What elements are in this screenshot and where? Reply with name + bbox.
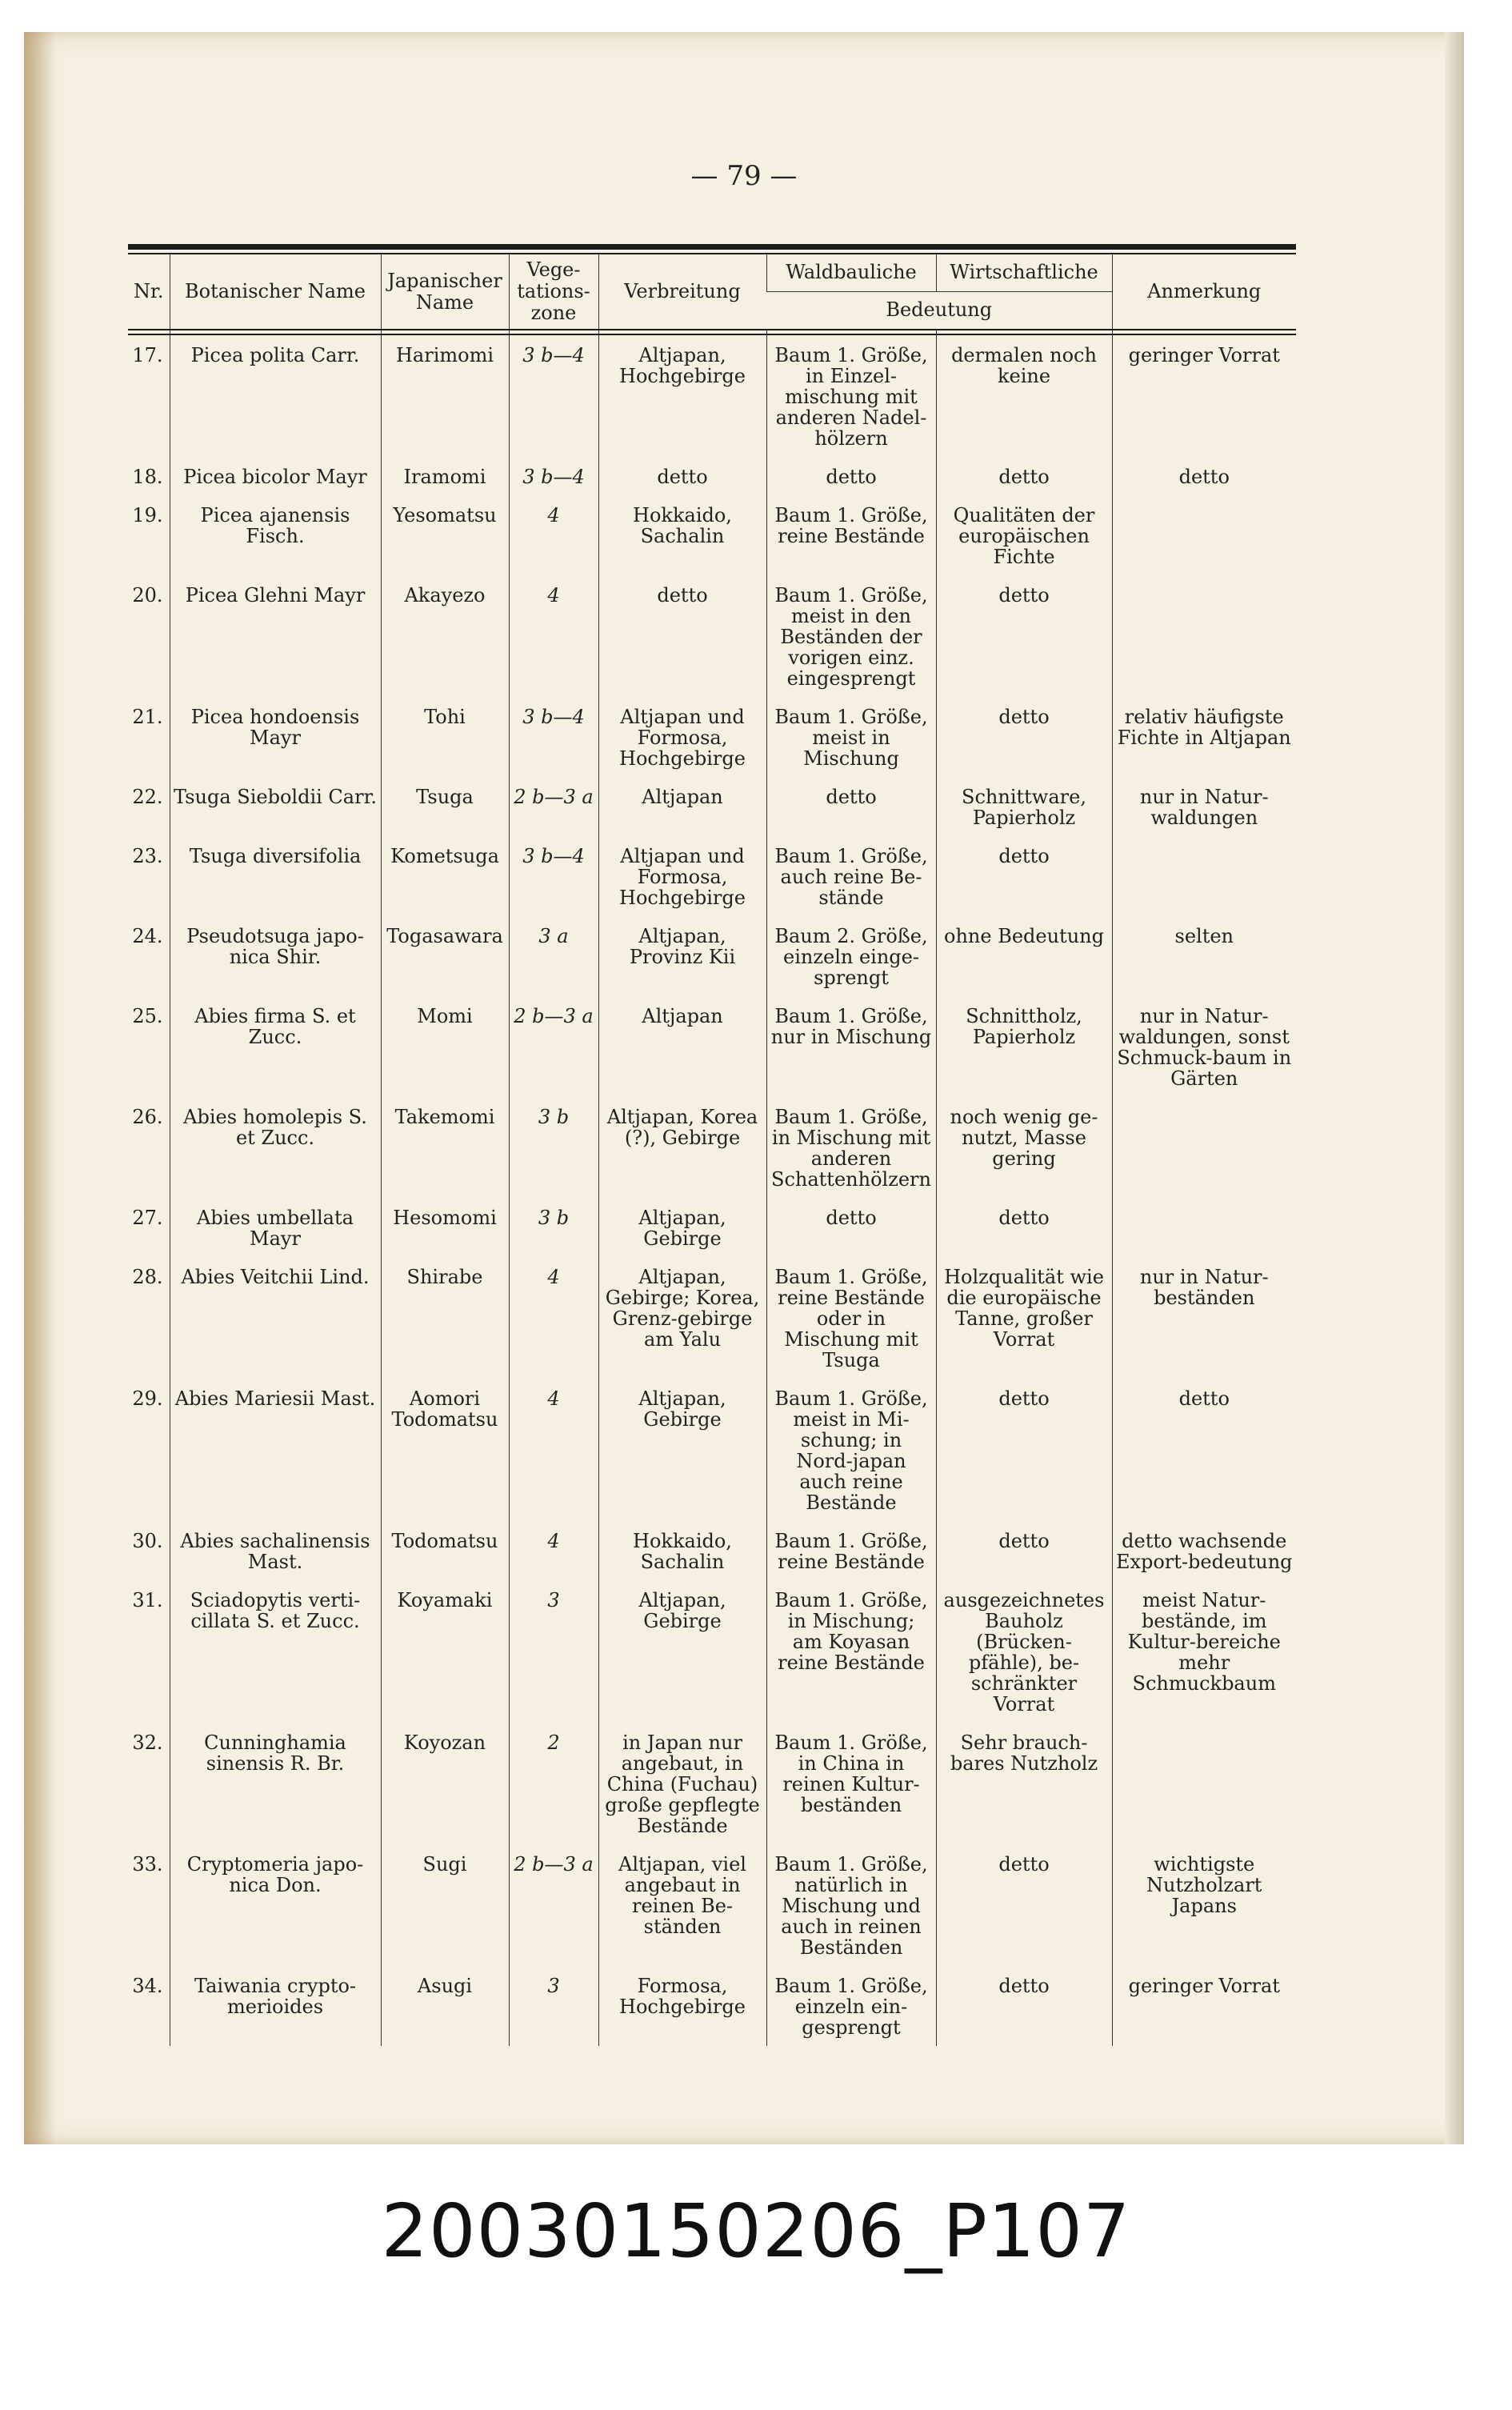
cell-nr: 32.	[132, 1731, 163, 1754]
cell-silvicultural: Baum 1. Größe, in China in reinen Kultur-beständen	[766, 1723, 936, 1844]
cell-nr: 26.	[132, 1106, 163, 1128]
cell-nr: 21.	[132, 706, 163, 728]
cell-japanese-name: Harimomi	[381, 334, 509, 457]
cell-distribution: Altjapan und Formosa, Hochgebirge	[598, 697, 766, 777]
cell-remarks: meist Natur-bestände, im Kultur-bereiche mehr Schmuckbaum	[1112, 1580, 1296, 1723]
table-row	[128, 1966, 1296, 2046]
cell-remarks	[1112, 1723, 1296, 1844]
cell-remarks	[1112, 1097, 1296, 1198]
cell-vegetation-zone: 4	[509, 575, 598, 697]
cell-distribution: Altjapan, Gebirge	[598, 1379, 766, 1521]
cell-botanical-name: Tsuga diversifolia	[170, 836, 381, 916]
data-table	[128, 254, 1296, 2046]
archive-label: 20030150206_P107	[381, 2188, 1131, 2274]
cell-silvicultural: Baum 1. Größe, reine Bestände oder in Mischung mit Tsuga	[766, 1257, 936, 1379]
cell-japanese-name: Sugi	[381, 1844, 509, 1966]
cell-vegetation-zone: 2 b—3 a	[509, 1844, 598, 1966]
table-row	[128, 836, 1296, 916]
cell-silvicultural: detto	[766, 777, 936, 836]
cell-remarks: geringer Vorrat	[1112, 334, 1296, 457]
cell-remarks	[1112, 1198, 1296, 1257]
cell-distribution: Altjapan, Korea (?), Gebirge	[598, 1097, 766, 1198]
cell-nr: 20.	[132, 584, 163, 607]
cell-remarks: selten	[1112, 916, 1296, 996]
cell-remarks: relativ häufigste Fichte in Altjapan	[1112, 697, 1296, 777]
cell-vegetation-zone: 2 b—3 a	[509, 996, 598, 1097]
header-botanical-name: Botanischer Name	[170, 254, 381, 330]
cell-japanese-name: Shirabe	[381, 1257, 509, 1379]
cell-japanese-name: Hesomomi	[381, 1198, 509, 1257]
cell-economic: detto	[936, 836, 1112, 916]
cell-economic: Schnittholz, Papierholz	[936, 996, 1112, 1097]
cell-remarks: geringer Vorrat	[1112, 1966, 1296, 2046]
page-edge	[1445, 32, 1464, 2144]
cell-distribution: Hokkaido, Sachalin	[598, 495, 766, 575]
cell-distribution: Altjapan, Hochgebirge	[598, 334, 766, 457]
cell-vegetation-zone: 4	[509, 1521, 598, 1580]
table-row	[128, 575, 1296, 697]
cell-economic: ausgezeichnetes Bauholz (Brücken-pfähle), be-schränkter Vorrat	[936, 1580, 1112, 1723]
cell-botanical-name: Cryptomeria japo-nica Don.	[170, 1844, 381, 1966]
table-row	[128, 495, 1296, 575]
cell-nr: 24.	[132, 925, 163, 947]
page-number: — 79 —	[690, 160, 798, 192]
cell-vegetation-zone: 3	[509, 1580, 598, 1723]
cell-remarks	[1112, 575, 1296, 697]
table-row	[128, 1844, 1296, 1966]
cell-japanese-name: Aomori Todomatsu	[381, 1379, 509, 1521]
table-row	[128, 1379, 1296, 1521]
cell-vegetation-zone: 3 a	[509, 916, 598, 996]
table-row	[128, 1580, 1296, 1723]
cell-japanese-name: Takemomi	[381, 1097, 509, 1198]
book-page	[24, 32, 1464, 2144]
cell-japanese-name: Todomatsu	[381, 1521, 509, 1580]
cell-silvicultural: Baum 1. Größe, meist in Mischung	[766, 697, 936, 777]
cell-silvicultural: Baum 1. Größe, nur in Mischung	[766, 996, 936, 1097]
cell-remarks: nur in Natur-waldungen, sonst Schmuck-baum in Gärten	[1112, 996, 1296, 1097]
cell-distribution: Altjapan, Provinz Kii	[598, 916, 766, 996]
cell-silvicultural: Baum 1. Größe, reine Bestände	[766, 1521, 936, 1580]
cell-economic: detto	[936, 457, 1112, 495]
cell-silvicultural: Baum 1. Größe, auch reine Be-stände	[766, 836, 936, 916]
cell-remarks	[1112, 495, 1296, 575]
cell-nr: 23.	[132, 845, 163, 867]
cell-nr: 30.	[132, 1530, 163, 1552]
conifer-table	[128, 244, 1296, 2046]
cell-remarks: detto	[1112, 1379, 1296, 1521]
cell-botanical-name: Taiwania crypto-merioides	[170, 1966, 381, 2046]
table-row	[128, 457, 1296, 495]
cell-vegetation-zone: 3	[509, 1966, 598, 2046]
cell-silvicultural: Baum 1. Größe, einzeln ein-gesprengt	[766, 1966, 936, 2046]
cell-economic: detto	[936, 1198, 1112, 1257]
cell-remarks: wichtigste Nutzholzart Japans	[1112, 1844, 1296, 1966]
cell-silvicultural: detto	[766, 1198, 936, 1257]
cell-silvicultural: Baum 2. Größe, einzeln einge-sprengt	[766, 916, 936, 996]
cell-japanese-name: Iramomi	[381, 457, 509, 495]
cell-economic: detto	[936, 1844, 1112, 1966]
cell-botanical-name: Sciadopytis verti-cillata S. et Zucc.	[170, 1580, 381, 1723]
table-row	[128, 334, 1296, 457]
table-row	[128, 916, 1296, 996]
cell-silvicultural: Baum 1. Größe, reine Bestände	[766, 495, 936, 575]
cell-botanical-name: Abies Veitchii Lind.	[170, 1257, 381, 1379]
cell-vegetation-zone: 3 b	[509, 1097, 598, 1198]
cell-botanical-name: Tsuga Sieboldii Carr.	[170, 777, 381, 836]
table-row	[128, 1257, 1296, 1379]
cell-distribution: Altjapan, viel angebaut in reinen Be-ständen	[598, 1844, 766, 1966]
cell-botanical-name: Abies sachalinensis Mast.	[170, 1521, 381, 1580]
cell-economic: noch wenig ge-nutzt, Masse gering	[936, 1097, 1112, 1198]
cell-silvicultural: Baum 1. Größe, meist in Mi-schung; in Nord-japan auch reine Bestände	[766, 1379, 936, 1521]
cell-economic: detto	[936, 697, 1112, 777]
cell-vegetation-zone: 3 b	[509, 1198, 598, 1257]
cell-japanese-name: Koyamaki	[381, 1580, 509, 1723]
header-japanese-name: Japanischer Name	[381, 254, 509, 330]
cell-distribution: Altjapan, Gebirge; Korea, Grenz-gebirge am Yalu	[598, 1257, 766, 1379]
cell-remarks: detto	[1112, 457, 1296, 495]
cell-nr: 31.	[132, 1589, 163, 1611]
cell-economic: detto	[936, 1379, 1112, 1521]
header-silvicultural: Waldbauliche	[766, 254, 936, 291]
cell-nr: 27.	[132, 1207, 163, 1229]
cell-japanese-name: Tohi	[381, 697, 509, 777]
cell-botanical-name: Abies firma S. et Zucc.	[170, 996, 381, 1097]
cell-vegetation-zone: 4	[509, 495, 598, 575]
cell-vegetation-zone: 4	[509, 1379, 598, 1521]
table-row	[128, 1198, 1296, 1257]
cell-botanical-name: Picea bicolor Mayr	[170, 457, 381, 495]
cell-distribution: Formosa, Hochgebirge	[598, 1966, 766, 2046]
cell-remarks	[1112, 836, 1296, 916]
cell-economic: detto	[936, 575, 1112, 697]
cell-distribution: detto	[598, 457, 766, 495]
top-rule-thick	[128, 244, 1296, 250]
cell-remarks: detto wachsende Export-bedeutung	[1112, 1521, 1296, 1580]
cell-silvicultural: Baum 1. Größe, natürlich in Mischung und auch in reinen Beständen	[766, 1844, 936, 1966]
cell-botanical-name: Picea Glehni Mayr	[170, 575, 381, 697]
cell-botanical-name: Pseudotsuga japo-nica Shir.	[170, 916, 381, 996]
cell-botanical-name: Picea hondoensis Mayr	[170, 697, 381, 777]
cell-vegetation-zone: 3 b—4	[509, 836, 598, 916]
cell-vegetation-zone: 3 b—4	[509, 697, 598, 777]
cell-japanese-name: Akayezo	[381, 575, 509, 697]
header-vegetation-zone: Vege-tations-zone	[509, 254, 598, 330]
cell-economic: Holzqualität wie die europäische Tanne, großer Vorrat	[936, 1257, 1112, 1379]
cell-economic: Schnittware, Papierholz	[936, 777, 1112, 836]
cell-nr: 22.	[132, 786, 163, 808]
cell-silvicultural: Baum 1. Größe, meist in den Beständen der vorigen einz. eingesprengt	[766, 575, 936, 697]
cell-distribution: Hokkaido, Sachalin	[598, 1521, 766, 1580]
cell-japanese-name: Momi	[381, 996, 509, 1097]
cell-economic: Sehr brauch-bares Nutzholz	[936, 1723, 1112, 1844]
table-row	[128, 1097, 1296, 1198]
cell-silvicultural: Baum 1. Größe, in Mischung mit anderen Schattenhölzern	[766, 1097, 936, 1198]
cell-economic: detto	[936, 1966, 1112, 2046]
cell-vegetation-zone: 2 b—3 a	[509, 777, 598, 836]
table-body	[128, 330, 1296, 2046]
cell-nr: 25.	[132, 1005, 163, 1027]
cell-nr: 17.	[132, 344, 163, 366]
cell-vegetation-zone: 3 b—4	[509, 334, 598, 457]
cell-nr: 33.	[132, 1853, 163, 1876]
cell-silvicultural: detto	[766, 457, 936, 495]
cell-vegetation-zone: 2	[509, 1723, 598, 1844]
cell-japanese-name: Koyozan	[381, 1723, 509, 1844]
cell-distribution: Altjapan	[598, 996, 766, 1097]
table-row	[128, 777, 1296, 836]
cell-botanical-name: Abies umbellata Mayr	[170, 1198, 381, 1257]
table-row	[128, 1723, 1296, 1844]
cell-distribution: Altjapan und Formosa, Hochgebirge	[598, 836, 766, 916]
cell-vegetation-zone: 4	[509, 1257, 598, 1379]
header-significance: Bedeutung	[766, 291, 1112, 330]
cell-remarks: nur in Natur-beständen	[1112, 1257, 1296, 1379]
cell-botanical-name: Abies homolepis S. et Zucc.	[170, 1097, 381, 1198]
header-row	[128, 254, 1296, 291]
book-spine-shadow	[24, 32, 56, 2144]
cell-botanical-name: Picea ajanensis Fisch.	[170, 495, 381, 575]
cell-silvicultural: Baum 1. Größe, in Einzel-mischung mit anderen Nadel-hölzern	[766, 334, 936, 457]
cell-botanical-name: Abies Mariesii Mast.	[170, 1379, 381, 1521]
cell-distribution: in Japan nur angebaut, in China (Fuchau) große gepflegte Bestände	[598, 1723, 766, 1844]
cell-japanese-name: Yesomatsu	[381, 495, 509, 575]
header-distribution: Verbreitung	[598, 254, 766, 330]
header-economic: Wirtschaftliche	[936, 254, 1112, 291]
cell-distribution: detto	[598, 575, 766, 697]
cell-remarks: nur in Natur-waldungen	[1112, 777, 1296, 836]
cell-nr: 34.	[132, 1975, 163, 1997]
cell-distribution: Altjapan, Gebirge	[598, 1580, 766, 1723]
cell-distribution: Altjapan, Gebirge	[598, 1198, 766, 1257]
cell-nr: 18.	[132, 466, 163, 488]
cell-nr: 28.	[132, 1266, 163, 1288]
header-remarks: Anmerkung	[1112, 254, 1296, 330]
cell-silvicultural: Baum 1. Größe, in Mischung; am Koyasan reine Bestände	[766, 1580, 936, 1723]
cell-economic: detto	[936, 1521, 1112, 1580]
cell-botanical-name: Cunninghamia sinensis R. Br.	[170, 1723, 381, 1844]
cell-japanese-name: Togasawara	[381, 916, 509, 996]
cell-japanese-name: Tsuga	[381, 777, 509, 836]
cell-economic: ohne Bedeutung	[936, 916, 1112, 996]
table-row	[128, 697, 1296, 777]
header-nr: Nr.	[134, 280, 164, 302]
cell-distribution: Altjapan	[598, 777, 766, 836]
cell-japanese-name: Asugi	[381, 1966, 509, 2046]
cell-nr: 29.	[132, 1387, 163, 1410]
cell-japanese-name: Kometsuga	[381, 836, 509, 916]
cell-nr: 19.	[132, 504, 163, 526]
table-row	[128, 996, 1296, 1097]
cell-economic: dermalen noch keine	[936, 334, 1112, 457]
cell-botanical-name: Picea polita Carr.	[170, 334, 381, 457]
cell-vegetation-zone: 3 b—4	[509, 457, 598, 495]
cell-economic: Qualitäten der europäischen Fichte	[936, 495, 1112, 575]
table-row	[128, 1521, 1296, 1580]
